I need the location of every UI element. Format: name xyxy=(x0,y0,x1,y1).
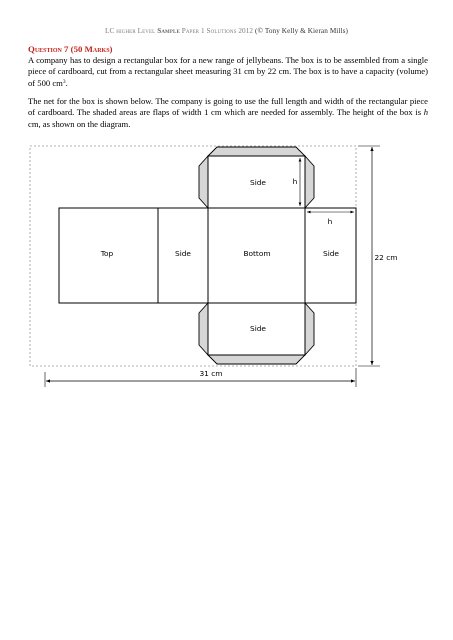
flap-top-right xyxy=(305,156,314,208)
flap-bottom-right xyxy=(305,303,314,355)
question-paragraph-2: The net for the box is shown below. The company is going to use the full length and width of the rectangular piece of cardboard. The shaded areas are flaps of width 1 cm which are needed for assembly. The height of the box is h cm, as shown on the diagram. xyxy=(28,96,428,129)
label-side-lower: Side xyxy=(250,324,266,333)
question-title: Question 7 (50 Marks) xyxy=(28,44,113,54)
label-bottom: Bottom xyxy=(243,249,271,258)
page-header: LC higher Level Sample Paper 1 Solutions 2012 (© Tony Kelly & Kieran Mills) xyxy=(105,27,348,35)
label-height-22cm: 22 cm xyxy=(374,253,398,262)
question-paragraph-1: A company has to design a rectangular box for a new range of jellybeans. The box is to be assembled from a single piece of cardboard, cut from a rectangular sheet measuring 31 cm by 22 cm. The box is to have a capacity (volume) of 500 $cm^3$. xyxy=(28,55,428,88)
label-top: Top xyxy=(100,249,114,258)
label-h-horizontal: h xyxy=(327,217,333,226)
label-side-left: Side xyxy=(175,249,191,258)
label-side-upper: Side xyxy=(250,178,266,187)
label-width-31cm: 31 cm xyxy=(199,369,223,378)
flap-bottom-edge xyxy=(208,355,305,364)
label-side-right: Side xyxy=(323,249,339,258)
flap-bottom-left xyxy=(199,303,208,355)
flap-top-left xyxy=(199,156,208,208)
label-h-vertical: h xyxy=(292,177,298,186)
flap-top-edge xyxy=(208,147,305,156)
